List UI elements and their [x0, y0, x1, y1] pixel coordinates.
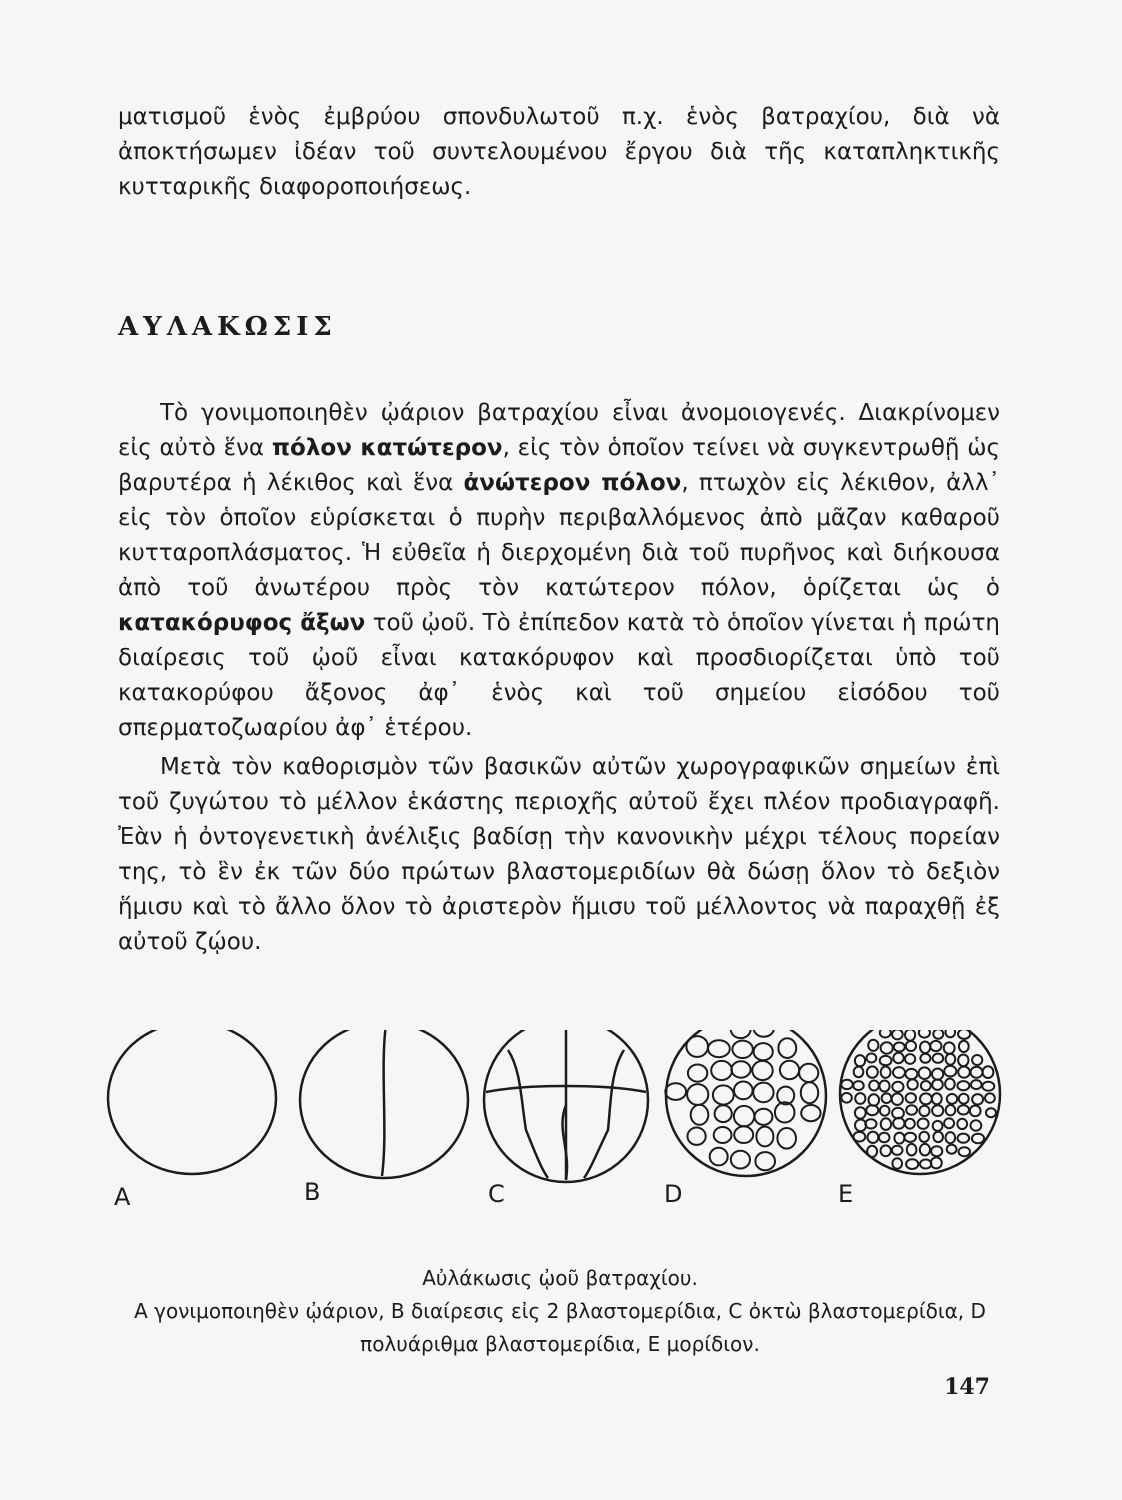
- blastomere-cell: [905, 1069, 917, 1079]
- blastomere-cell: [972, 1055, 982, 1065]
- blastomere-cell: [971, 1080, 982, 1089]
- blastomere-cell: [713, 1085, 734, 1104]
- blastomere-cell: [906, 1105, 917, 1114]
- para1-text-4: τοῦ ᾠοῦ. Τὸ ἐπίπεδον κατὰ τὸ ὁποῖον γίνεται ἡ πρώτη διαίρεσις τοῦ ᾠοῦ εἶναι κατακόρυφον καὶ προσδιορίζεται ὑπὸ τοῦ κατακορύφου ἄξονος ἀφ᾽ ἑνὸς καὶ τοῦ σημείου εἰσόδου τοῦ σπερματοζωαρίου ἀφ᾽ ἑτέρου.: [118, 610, 1000, 741]
- blastomere-cell: [881, 1118, 891, 1130]
- blastomere-cell: [879, 1133, 890, 1143]
- intro-paragraph: ματισμοῦ ἑνὸς ἐμβρύου σπονδυλωτοῦ π.χ. ἑνὸς βατραχίου, διὰ νὰ ἀποκτήσωμεν ἰδέαν τοῦ συντελουμένου ἔργου διὰ τῆς καταπληκτικῆς κυτταρικῆς διαφοροποιήσεως.: [118, 104, 1000, 200]
- blastomere-cell: [868, 1132, 879, 1143]
- blastomere-cell: [892, 1158, 902, 1169]
- stage-b-two-cells: [300, 1030, 468, 1178]
- blastomere-cell: [906, 1159, 918, 1169]
- blastomere-cell: [708, 1040, 730, 1057]
- figure-label-b: B: [304, 1178, 321, 1206]
- blastomere-cell: [892, 1093, 903, 1105]
- para1-text-3: , πτωχὸν εἰς λέκιθον, ἀλλ᾽ εἰς τὸν ὁποῖον εὑρίσκεται ὁ πυρὴν περιβαλλόμενος ἀπὸ μᾶζαν καθαροῦ κυτταροπλάσματος. Ἡ εὐθεῖα ἡ διερχομένη διὰ τοῦ πυρῆνος καὶ διήκουσα ἀπὸ τοῦ ἀνωτέρου πρὸς τὸν κατώτερον πόλον, ὁρίζεται ὡς ὁ: [118, 470, 1001, 601]
- blastomere-cell: [958, 1134, 970, 1143]
- blastomere-cell: [854, 1132, 866, 1142]
- figure-label-d: D: [664, 1180, 683, 1208]
- blastomere-cell: [932, 1105, 943, 1116]
- page-number: 147: [944, 1374, 990, 1400]
- blastomere-cell: [801, 1105, 820, 1121]
- blastomere-cell: [906, 1041, 916, 1051]
- blastomere-cell: [931, 1146, 942, 1156]
- blastomere-cell: [734, 1126, 753, 1143]
- blastomere-cell: [985, 1093, 995, 1102]
- blastomere-cell: [734, 1082, 753, 1100]
- blastomere-cell: [905, 1054, 915, 1064]
- blastomere-cell: [921, 1081, 931, 1090]
- blastomere-cell: [946, 1030, 956, 1037]
- blastomere-cell: [801, 1082, 818, 1103]
- blastomere-cell: [880, 1056, 892, 1065]
- blastomere-cell: [879, 1081, 889, 1092]
- blastomere-cell: [892, 1146, 903, 1155]
- blastomere-cell: [841, 1093, 851, 1103]
- blastomere-cell: [933, 1030, 943, 1039]
- blastomere-cell: [933, 1132, 943, 1142]
- blastomere-cell: [958, 1067, 970, 1078]
- blastomere-cell: [867, 1054, 877, 1063]
- blastomere-cell: [947, 1145, 957, 1154]
- blastomere-cell: [855, 1107, 866, 1118]
- blastomere-cell: [905, 1030, 915, 1041]
- stage-a-egg: [108, 1030, 276, 1174]
- blastomere-cell: [932, 1080, 943, 1090]
- blastomere-cell: [853, 1081, 863, 1090]
- blastomere-cell: [944, 1066, 956, 1077]
- blastomere-cell: [799, 1064, 818, 1082]
- blastomere-cell: [688, 1065, 707, 1082]
- blastomere-cell: [946, 1054, 956, 1065]
- blastomere-cell: [904, 1133, 916, 1142]
- blastomere-cell: [752, 1061, 772, 1080]
- blastomere-cell: [868, 1040, 878, 1051]
- section-body: [118, 396, 1000, 964]
- blastomere-cell: [932, 1069, 943, 1080]
- blastomere-cell: [920, 1144, 930, 1156]
- blastomere-cell: [869, 1094, 880, 1106]
- blastomere-cell: [686, 1036, 708, 1057]
- blastomere-cell: [710, 1148, 728, 1166]
- blastomere-cell: [932, 1093, 942, 1104]
- blastomere-cell: [970, 1106, 981, 1117]
- blastomere-cell: [665, 1083, 686, 1100]
- blastomere-cell: [894, 1133, 904, 1144]
- blastomere-cell: [986, 1108, 996, 1117]
- blastomere-cell: [869, 1081, 879, 1091]
- blastomere-cell: [881, 1042, 893, 1053]
- blastomere-cell: [907, 1144, 917, 1156]
- figure-label-c: C: [488, 1180, 505, 1208]
- blastomere-cell: [919, 1030, 930, 1038]
- blastomere-cell: [959, 1147, 970, 1156]
- blastomere-cell: [958, 1030, 970, 1039]
- blastomere-cell: [893, 1053, 903, 1063]
- figure-caption: [100, 1262, 1020, 1361]
- figure-label-e: E: [838, 1180, 854, 1208]
- blastomere-cell: [855, 1055, 865, 1066]
- blastomere-cell: [777, 1128, 796, 1149]
- caption-title: Αὐλάκωσις ᾠοῦ βατραχίου.: [422, 1266, 698, 1290]
- blastomere-cell: [867, 1066, 878, 1077]
- blastomere-cell: [691, 1105, 709, 1125]
- blastomere-cell: [906, 1093, 916, 1102]
- blastomere-cell: [957, 1119, 967, 1129]
- blastomere-cell: [920, 1160, 931, 1169]
- blastomere-cell: [841, 1080, 852, 1089]
- blastomere-cell: [880, 1030, 891, 1038]
- term-upper-pole: ἀνώτερον πόλον: [463, 470, 682, 496]
- blastomere-cell: [971, 1120, 982, 1130]
- blastomere-cell: [983, 1066, 994, 1078]
- blastomere-cell: [945, 1079, 955, 1090]
- blastomere-cell: [946, 1132, 956, 1143]
- blastomere-cell: [958, 1105, 969, 1114]
- blastomere-cell: [893, 1118, 904, 1129]
- term-vertical-axis: κατακόρυφος ἄξων: [118, 610, 366, 636]
- blastomere-cell: [753, 1083, 773, 1103]
- blastomere-cell: [715, 1105, 732, 1122]
- blastomere-cell: [907, 1079, 917, 1089]
- section-heading: ΑΥΛΑΚΩΣΙΣ: [118, 312, 337, 342]
- blastomere-cell: [972, 1094, 983, 1104]
- blastomere-cell: [880, 1106, 890, 1116]
- blastomere-cell: [919, 1067, 931, 1079]
- blastomere-cell: [755, 1109, 773, 1125]
- blastomere-cell: [933, 1121, 943, 1131]
- blastomere-cell: [780, 1061, 799, 1079]
- paragraph-2: Μετὰ τὸν καθορισμὸν τῶν βασικῶν αὐτῶν χωρογραφικῶν σημείων ἐπὶ τοῦ ζυγώτου τὸ μέλλον ἑκάστης περιοχῆς αὐτοῦ ἔχει πλέον προδιαγραφῆ. Ἐὰν ἡ ὀντογενετικὴ ἀνέλιξις βαδίσῃ τὴν κανονικὴν μέχρι τέλους πορείαν της, τὸ ἓν ἐκ τῶν δύο πρώτων βλαστομεριδίων θὰ δώσῃ ὅλον τὸ δεξιὸν ἥμισυ καὶ τὸ ἄλλο ὅλον τὸ ἀριστερὸν ἥμισυ τοῦ μέλλοντος νὰ παραχθῇ ἐξ αὐτοῦ ζῴου.: [118, 754, 1000, 955]
- cleavage-figure: [96, 1030, 1016, 1220]
- blastomere-cell: [971, 1067, 983, 1078]
- blastomere-cell: [754, 1030, 774, 1037]
- blastomere-cell: [905, 1119, 915, 1129]
- stage-e-morula: [840, 1030, 1000, 1174]
- blastomere-cell: [958, 1055, 968, 1067]
- caption-text: Α γονιμοποιηθὲν ᾠάριον, Β διαίρεσις εἰς 2 βλαστομερίδια, C ὀκτὼ βλαστομερίδια, D πολυάριθμα βλαστομερίδια, Ε μορίδιον.: [134, 1299, 986, 1356]
- stage-c-eight-cells: [484, 1030, 648, 1182]
- blastomere-cell: [920, 1054, 930, 1063]
- blastomere-cell: [688, 1128, 706, 1145]
- blastomere-cell: [931, 1157, 942, 1168]
- blastomere-cell: [731, 1151, 750, 1169]
- blastomere-cell: [972, 1134, 984, 1144]
- blastomere-cell: [894, 1043, 905, 1052]
- blastomere-cell: [892, 1082, 903, 1092]
- blastomere-cell: [892, 1108, 904, 1119]
- blastomere-cell: [892, 1030, 903, 1039]
- blastomere-cell: [881, 1145, 891, 1156]
- blastomere-cell: [920, 1042, 930, 1054]
- blastomere-cell: [732, 1041, 752, 1058]
- blastomere-cell: [731, 1030, 751, 1038]
- blastomere-cell: [711, 1061, 732, 1080]
- blastomere-cell: [982, 1082, 994, 1091]
- blastomere-cell: [854, 1067, 864, 1078]
- blastomere-cell: [756, 1127, 773, 1147]
- blastomere-cell: [734, 1106, 754, 1126]
- blastomere-cell: [918, 1119, 929, 1129]
- blastomere-cell: [855, 1093, 865, 1104]
- para1-text-2: , εἰς τὸν ὁποῖον τείνει νὰ συγκεντρωθῇ ὡς βαρυτέρα ἡ λέκιθος καὶ ἕνα: [118, 435, 1000, 496]
- blastomere-cell: [947, 1094, 957, 1104]
- blastomere-cell: [687, 1084, 708, 1105]
- blastomere-cell: [867, 1146, 877, 1157]
- blastomere-cell: [930, 1041, 941, 1051]
- blastomere-cell: [919, 1132, 929, 1142]
- stage-d-many-cells[interactable]: [665, 1030, 826, 1176]
- blastomere-cell: [944, 1042, 955, 1053]
- blastomere-cell: [957, 1081, 969, 1090]
- blastomere-cell: [959, 1094, 969, 1104]
- paragraph-1: [118, 396, 1000, 746]
- blastomere-cell: [755, 1152, 775, 1170]
- blastomere-cell: [754, 1043, 773, 1060]
- blastomere-cell: [933, 1054, 944, 1063]
- blastomere-cell: [882, 1093, 892, 1103]
- term-lower-pole: πόλον κατώτερον: [271, 435, 503, 461]
- blastomere-cell: [959, 1041, 969, 1052]
- blastomere-cell: [866, 1105, 878, 1115]
- blastomere-cell: [946, 1105, 956, 1115]
- blastomere-cell: [731, 1061, 750, 1077]
- blastomere-cell: [893, 1067, 905, 1078]
- blastomere-cell: [919, 1106, 929, 1116]
- blastomere-cell: [920, 1093, 932, 1104]
- blastomere-cell: [881, 1067, 891, 1078]
- para1-text-1: Τὸ γονιμοποιηθὲν ᾠάριον βατραχίου εἶναι ἀνομοιογενές. Διακρίνομεν εἰς αὐτὸ ἕνα: [118, 400, 1000, 461]
- blastomere-cell: [714, 1127, 732, 1143]
- figure-label-a: A: [114, 1183, 131, 1211]
- blastomere-cell: [778, 1038, 796, 1058]
- blastomere-cell: [944, 1118, 954, 1128]
